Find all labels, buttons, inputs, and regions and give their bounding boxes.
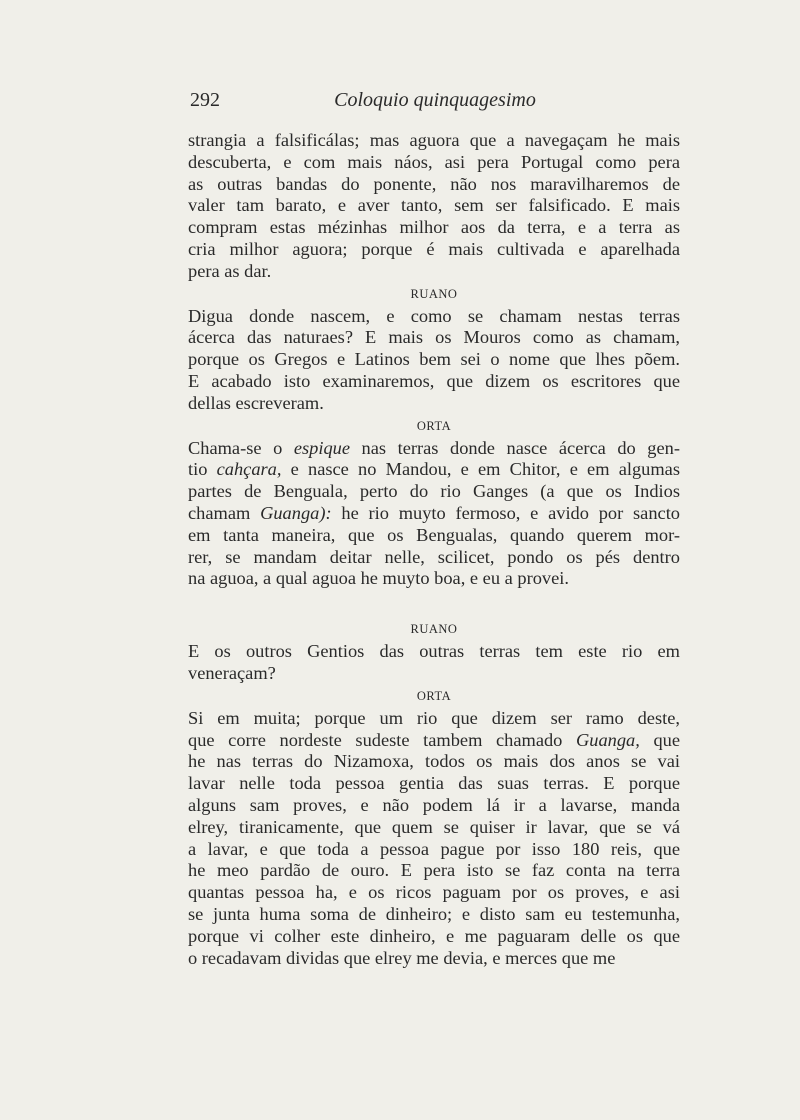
text-line: em tanta maneira, que os Bengualas, quando querem mor- <box>188 524 680 545</box>
text-line: elrey, tiranicamente, que quem se quiser ir lavar, que se vá <box>188 816 680 837</box>
text-line: rer, se mandam deitar nelle, scilicet, pondo os pés dentro <box>188 546 680 567</box>
text-line: E os outros Gentios das outras terras tem este rio em <box>188 641 680 662</box>
speaker-label: ORTA <box>416 418 452 433</box>
italic-term: espique <box>293 437 351 458</box>
speaker-label: RUANO <box>410 622 458 637</box>
text-line: a lavar, e que toda a pessoa pague por isso 180 reis, que <box>188 838 680 859</box>
text-line: Chama-se o espique nas terras donde nasce ácerca do gen- <box>188 437 680 458</box>
paragraph <box>188 708 680 970</box>
text-line: E acabado isto examinaremos, que dizem os escritores que <box>188 370 680 391</box>
text-line: porque vi colher este dinheiro, e me paguaram delle os que <box>188 925 680 946</box>
text-line: tio cahçara, e nasce no Mandou, e em Chitor, e em algumas <box>188 459 680 480</box>
text-line: strangia a falsificálas; mas aguora que a navegaçam he mais <box>188 130 680 150</box>
paragraph <box>188 641 680 685</box>
text-line: descuberta, e com mais náos, asi pera Portugal como pera <box>188 151 680 172</box>
page-body <box>188 130 680 969</box>
text-line: pera as dar. <box>188 260 272 281</box>
text-line: Digua donde nascem, e como se chamam nestas terras <box>188 305 680 326</box>
text-line: he meo pardão de ouro. E pera isto se faz conta na terra <box>188 860 680 881</box>
text-line: Si em muita; porque um rio que dizem ser ramo deste, <box>188 707 680 728</box>
speaker-label: ORTA <box>416 688 452 703</box>
text-line: as outras bandas do ponente, não nos maravilharemos de <box>188 173 680 194</box>
paragraph-gap <box>188 590 680 618</box>
text-line: na aguoa, a qual aguoa he muyto boa, e eu a provei. <box>188 568 569 589</box>
page-header <box>190 89 680 119</box>
text-line: valer tam barato, e aver tanto, sem ser falsificado. E mais <box>188 195 680 216</box>
paragraph <box>188 438 680 591</box>
text-line: que corre nordeste sudeste tambem chamado Guanga, que <box>188 729 680 750</box>
text-line: veneraçam? <box>188 662 276 683</box>
running-title: Coloquio quinquagesimo <box>334 89 536 111</box>
speaker-label: RUANO <box>410 286 458 301</box>
text-line: ácerca das naturaes? E mais os Mouros como as chamam, <box>188 327 680 348</box>
page-number: 292 <box>190 89 220 111</box>
paragraph <box>188 130 680 283</box>
text-line: porque os Gregos e Latinos bem sei o nome que lhes põem. <box>188 349 680 370</box>
text-line: chamam Guanga): he rio muyto fermoso, e avido por sancto <box>188 502 680 523</box>
italic-term: Guanga): <box>260 502 332 523</box>
text-line: alguns sam proves, e não podem lá ir a lavarse, manda <box>188 794 680 815</box>
italic-term: Guanga, <box>575 729 640 750</box>
text-line: lavar nelle toda pessoa gentia das suas terras. E porque <box>188 773 680 794</box>
text-line: partes de Benguala, perto do rio Ganges (a que os Indios <box>188 481 680 502</box>
paragraph <box>188 306 680 415</box>
text-line: compram estas mézinhas milhor aos da terra, e a terra as <box>188 217 680 238</box>
text-line: dellas escreveram. <box>188 392 324 413</box>
text-line: cria milhor aguora; porque é mais cultivada e aparelhada <box>188 238 680 259</box>
text-line: se junta huma soma de dinheiro; e disto sam eu testemunha, <box>188 903 680 924</box>
text-line: quantas pessoa ha, e os ricos paguam por os proves, e asi <box>188 882 680 903</box>
italic-term: cahçara, <box>216 459 282 480</box>
text-line: he nas terras do Nizamoxa, todos os mais dos anos se vai <box>188 751 680 772</box>
text-line: o recadavam dividas que elrey me devia, e merces que me <box>188 947 616 968</box>
